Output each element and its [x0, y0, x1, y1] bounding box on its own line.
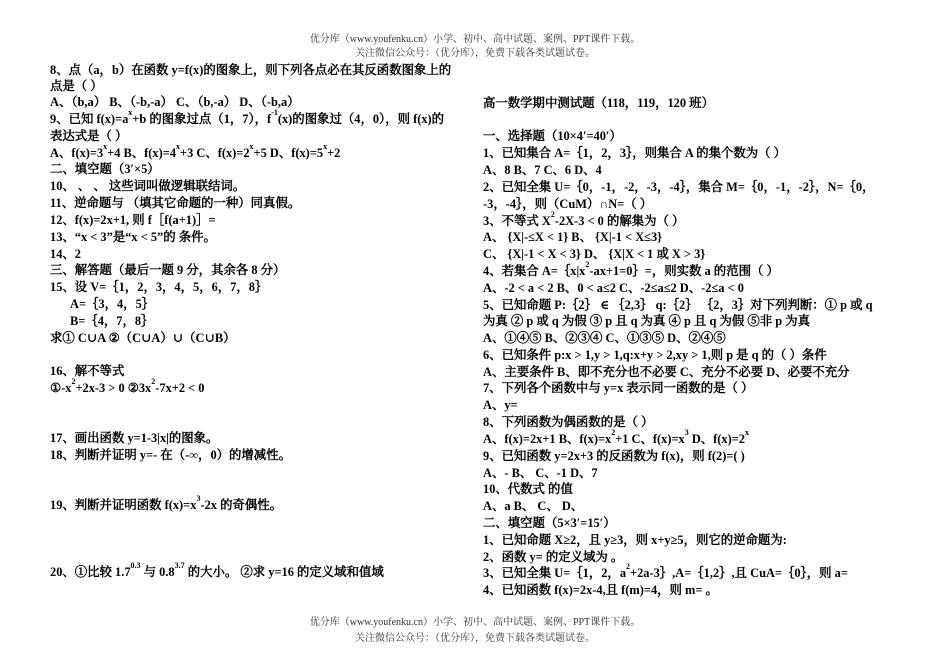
- right-line: 2、函数 y= 的定义域为 。: [483, 550, 624, 564]
- footer-watermark-line2: 关注微信公众号：（优分库），免费下载各类试题试卷。: [355, 633, 595, 644]
- left-line: 13、“x < 3”是“x < 5”的 条件。: [50, 230, 216, 244]
- right-line: A、主要条件 B、即不充分也不必要 C、充分不必要 D、必要不充分: [483, 365, 850, 379]
- right-line: A、 {X|-≤X < 1} B、 {X|-1 < X≤3}: [483, 230, 663, 244]
- left-line: 表达式是（ ）: [50, 129, 128, 143]
- right-line: 1、已知命题 X≥2，且 y≥3，则 x+y≥5，则它的逆命题为:: [483, 533, 787, 547]
- left-line: B=｛4，7，8｝: [70, 314, 154, 328]
- right-line: A、- B、 C、-1 D、7: [483, 466, 598, 480]
- left-line: 求① C∪A ②（C∪A）∪（C∪B）: [50, 331, 236, 345]
- right-line: 7、下列各个函数中与 y=x 表示同一函数的是（ ）: [483, 381, 754, 395]
- right-line: 为真 ② p 或 q 为假 ③ p 且 q 为真 ④ p 且 q 为假 ⑤非 p 为真: [483, 314, 811, 328]
- right-line: 1、已知集合 A=｛1，2，3｝，则集合 A 的集个数为（ ）: [483, 146, 787, 160]
- left-line: 10、 、 、 这些词叫做逻辑联结词。: [50, 179, 246, 193]
- right-line: 4、已知函数 f(x)=2x-4,且 f(m)=4，则 m= 。: [483, 583, 718, 597]
- left-line: 8、点（a，b）在函数 y=f(x)的图象上，则下列各点必在其反函数图象上的: [50, 63, 452, 77]
- right-line: 5、已知命题 P:｛2｝ ∈ ｛2,3｝ q:｛2｝ ｛2，3｝对下列判断：① p 或 q: [483, 298, 873, 312]
- left-line: A、（b,a） B、（-b,-a） C、（b,-a） D、（-b,a）: [50, 95, 300, 109]
- right-line: -3，-4｝，则（CuM）∩N=（ ）: [483, 197, 653, 211]
- left-line: 9、已知 $f(x)=a^x+b$ 的图象过点（1，7），$f^{-1}(x)$的图象过（4，0），则 f(x)的: [50, 108, 445, 126]
- left-line: 点是（ ）: [50, 79, 103, 93]
- right-line: 8、下列函数为偶函数的是（ ）: [483, 415, 654, 429]
- right-line: A、①④⑤ B、②③④ C、①③⑤ D、②④⑤: [483, 331, 726, 345]
- right-line: A、a B、 C、 D、: [483, 499, 584, 513]
- right-line: 9、已知函数 y=2x+3 的反函数为 f(x)，则 f(2)=( ): [483, 449, 745, 463]
- left-line: A、$f(x)=3^x+4$ B、$f(x)=4^x+3$ C、$f(x)=2^x+5$ D、$f(x)=5^x+2$: [50, 142, 341, 160]
- right-line: 10、代数式 的值: [483, 482, 573, 496]
- right-line: A、y=: [483, 398, 518, 412]
- section-heading: 一、选择题（10×4′=40′）: [483, 129, 622, 143]
- right-line: A、-2 < a < 2 B、0 < a≤2 C、-2≤a≤2 D、-2≤a < 0: [483, 281, 744, 295]
- left-line: 12、f(x)=2x+1, 则 f［f(a+1)］=: [50, 213, 216, 227]
- right-line: 3、不等式 $X^2-2X-3 < 0$ 的解集为（ ）: [483, 210, 685, 228]
- section-heading: 三、解答题（最后一题 9 分，其余各 8 分）: [50, 263, 286, 277]
- left-line: 17、画出函数 y=1-3|x|的图象。: [50, 431, 219, 445]
- right-line: 2、已知全集 U=｛0，-1，-2，-3，-4｝，集合 M=｛0，-1，-2｝，N=｛0，: [483, 180, 875, 194]
- exam-title: 高一数学期中测试题（118，119，120 班）: [483, 96, 714, 110]
- header-watermark-line1: 优分库（www.youfenku.cn）小学、初中、高中试题、案例、PPT课件下载。: [309, 34, 641, 45]
- left-line: $①-x^2+2x-3 > 0$ $②3x^2-7x+2 < 0$: [50, 377, 205, 395]
- section-heading: 二、填空题（3′×5）: [50, 162, 160, 176]
- footer-watermark-line1: 优分库（www.youfenku.cn）小学、初中、高中试题、案例、PPT课件下载。: [309, 617, 641, 628]
- left-line: A=｛3，4，5｝: [70, 297, 155, 311]
- right-line: A、8 B、7 C、6 D、4: [483, 163, 602, 177]
- left-line: 15、设 V=｛1，2，3，4，5，6，7，8｝: [50, 280, 268, 294]
- right-line: A、f(x)=2x+1 B、$f(x)=x^2+1$ C、$f(x)=x^3$ D、$f(x)=2^x$: [483, 428, 750, 446]
- right-line: 4、若集合 $A=\{x|x^2-ax+1=0\}=$，则实数 a 的范围（ ）: [483, 260, 779, 278]
- left-line: 20、①比较 $1.7^{0.3}$ 与 $0.8^{3.7}$ 的大小。 ②求 y=16 的定义域和值域: [50, 561, 384, 579]
- left-line: 19、判断并证明函数 $f(x)=x^3-2x$ 的奇偶性。: [50, 494, 283, 512]
- left-line: 18、判断并证明 y=- 在（-∞，0）的增减性。: [50, 448, 291, 462]
- section-heading: 二、填空题（5×3′=15′）: [483, 516, 616, 530]
- left-line: 14、2: [50, 247, 81, 261]
- right-line: 3、已知全集 U=｛1，2，$a^2+2a-3\},A=\{1,2\}$,且 CuA=｛0｝，则 a=: [483, 562, 848, 580]
- header-watermark-line2: 关注微信公众号：（优分库），免费下载各类试题试卷。: [355, 48, 595, 59]
- left-line: 16、解不等式: [50, 364, 125, 378]
- right-line: 6、已知条件 p:x > 1,y > 1,q:x+y > 2,xy > 1,则 p 是 q 的（ ）条件: [483, 348, 827, 362]
- left-line: 11、逆命题与 （填其它命题的一种）同真假。: [50, 196, 301, 210]
- right-line: C、 {X|-1 < X < 3} D、 {X|X < 1 或 X > 3}: [483, 247, 706, 261]
